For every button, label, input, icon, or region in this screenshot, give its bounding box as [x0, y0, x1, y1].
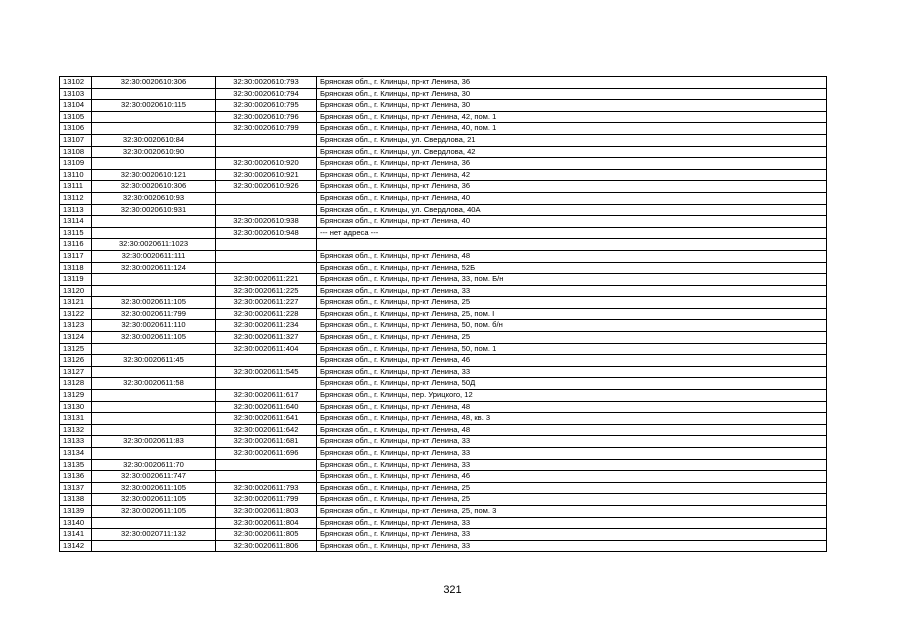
- building-cadastral-number-cell: 32:30:0020610:799: [216, 123, 317, 135]
- land-cadastral-number-cell: [92, 413, 216, 425]
- row-number-cell: 13112: [60, 192, 92, 204]
- table-row: [60, 274, 827, 286]
- table-row: [60, 123, 827, 135]
- land-cadastral-number-cell: 32:30:0020610:115: [92, 100, 216, 112]
- table-row: [60, 471, 827, 483]
- row-number-cell: 13107: [60, 134, 92, 146]
- building-cadastral-number-cell: 32:30:0020611:617: [216, 390, 317, 402]
- land-cadastral-number-cell: 32:30:0020611:799: [92, 308, 216, 320]
- table-row: [60, 459, 827, 471]
- address-cell: [317, 239, 827, 251]
- table-row: [60, 390, 827, 402]
- registry-table: [59, 76, 827, 552]
- land-cadastral-number-cell: [92, 274, 216, 286]
- building-cadastral-number-cell: 32:30:0020610:921: [216, 169, 317, 181]
- building-cadastral-number-cell: [216, 239, 317, 251]
- row-number-cell: 13137: [60, 482, 92, 494]
- land-cadastral-number-cell: [92, 123, 216, 135]
- row-number-cell: 13130: [60, 401, 92, 413]
- table-row: [60, 111, 827, 123]
- row-number-cell: 13138: [60, 494, 92, 506]
- building-cadastral-number-cell: 32:30:0020611:227: [216, 297, 317, 309]
- land-cadastral-number-cell: 32:30:0020611:70: [92, 459, 216, 471]
- address-cell: Брянская обл., г. Клинцы, пр-кт Ленина, 25: [317, 332, 827, 344]
- address-cell: Брянская обл., г. Клинцы, пр-кт Ленина, 25: [317, 297, 827, 309]
- table-row: [60, 262, 827, 274]
- row-number-cell: 13139: [60, 505, 92, 517]
- building-cadastral-number-cell: 32:30:0020610:926: [216, 181, 317, 193]
- table-row: [60, 366, 827, 378]
- address-cell: Брянская обл., г. Клинцы, ул. Свердлова, 21: [317, 134, 827, 146]
- land-cadastral-number-cell: 32:30:0020611:105: [92, 332, 216, 344]
- table-row: [60, 77, 827, 89]
- building-cadastral-number-cell: 32:30:0020611:640: [216, 401, 317, 413]
- land-cadastral-number-cell: 32:30:0020610:84: [92, 134, 216, 146]
- building-cadastral-number-cell: 32:30:0020610:920: [216, 158, 317, 170]
- row-number-cell: 13121: [60, 297, 92, 309]
- address-cell: Брянская обл., г. Клинцы, пр-кт Ленина, 36: [317, 158, 827, 170]
- table-row: [60, 448, 827, 460]
- land-cadastral-number-cell: [92, 158, 216, 170]
- row-number-cell: 13114: [60, 216, 92, 228]
- table-row: [60, 239, 827, 251]
- address-cell: Брянская обл., г. Клинцы, пр-кт Ленина, 33: [317, 448, 827, 460]
- row-number-cell: 13136: [60, 471, 92, 483]
- row-number-cell: 13128: [60, 378, 92, 390]
- table-row: [60, 529, 827, 541]
- table-row: [60, 146, 827, 158]
- row-number-cell: 13104: [60, 100, 92, 112]
- table-row: [60, 100, 827, 112]
- land-cadastral-number-cell: [92, 285, 216, 297]
- address-cell: Брянская обл., г. Клинцы, ул. Свердлова, 40А: [317, 204, 827, 216]
- address-cell: Брянская обл., г. Клинцы, пр-кт Ленина, 46: [317, 355, 827, 367]
- row-number-cell: 13120: [60, 285, 92, 297]
- address-cell: Брянская обл., г. Клинцы, пр-кт Ленина, 36: [317, 77, 827, 89]
- row-number-cell: 13133: [60, 436, 92, 448]
- building-cadastral-number-cell: [216, 378, 317, 390]
- building-cadastral-number-cell: 32:30:0020610:794: [216, 88, 317, 100]
- land-cadastral-number-cell: 32:30:0020611:58: [92, 378, 216, 390]
- land-cadastral-number-cell: 32:30:0020611:1023: [92, 239, 216, 251]
- building-cadastral-number-cell: 32:30:0020611:696: [216, 448, 317, 460]
- address-cell: Брянская обл., г. Клинцы, пр-кт Ленина, 33: [317, 459, 827, 471]
- table-row: [60, 378, 827, 390]
- table-row: [60, 424, 827, 436]
- land-cadastral-number-cell: [92, 424, 216, 436]
- building-cadastral-number-cell: [216, 250, 317, 262]
- row-number-cell: 13113: [60, 204, 92, 216]
- row-number-cell: 13105: [60, 111, 92, 123]
- row-number-cell: 13110: [60, 169, 92, 181]
- building-cadastral-number-cell: 32:30:0020610:948: [216, 227, 317, 239]
- table-row: [60, 192, 827, 204]
- address-cell: Брянская обл., г. Клинцы, пр-кт Ленина, 40, пом. 1: [317, 123, 827, 135]
- table-row: [60, 505, 827, 517]
- building-cadastral-number-cell: [216, 134, 317, 146]
- row-number-cell: 13116: [60, 239, 92, 251]
- land-cadastral-number-cell: 32:30:0020611:747: [92, 471, 216, 483]
- address-cell: Брянская обл., г. Клинцы, пр-кт Ленина, 46: [317, 471, 827, 483]
- address-cell: Брянская обл., г. Клинцы, пр-кт Ленина, 48: [317, 250, 827, 262]
- land-cadastral-number-cell: 32:30:0020611:105: [92, 482, 216, 494]
- row-number-cell: 13134: [60, 448, 92, 460]
- row-number-cell: 13124: [60, 332, 92, 344]
- building-cadastral-number-cell: [216, 471, 317, 483]
- building-cadastral-number-cell: 32:30:0020610:795: [216, 100, 317, 112]
- building-cadastral-number-cell: 32:30:0020611:221: [216, 274, 317, 286]
- table-row: [60, 540, 827, 552]
- row-number-cell: 13122: [60, 308, 92, 320]
- land-cadastral-number-cell: 32:30:0020610:306: [92, 181, 216, 193]
- land-cadastral-number-cell: [92, 390, 216, 402]
- address-cell: Брянская обл., г. Клинцы, пр-кт Ленина, 33: [317, 436, 827, 448]
- building-cadastral-number-cell: [216, 146, 317, 158]
- row-number-cell: 13119: [60, 274, 92, 286]
- address-cell: Брянская обл., г. Клинцы, пр-кт Ленина, 33: [317, 540, 827, 552]
- table-row: [60, 169, 827, 181]
- land-cadastral-number-cell: 32:30:0020610:93: [92, 192, 216, 204]
- address-cell: Брянская обл., г. Клинцы, пр-кт Ленина, 50, пом. б/н: [317, 320, 827, 332]
- table-row: [60, 436, 827, 448]
- building-cadastral-number-cell: 32:30:0020611:805: [216, 529, 317, 541]
- row-number-cell: 13132: [60, 424, 92, 436]
- table-row: [60, 227, 827, 239]
- building-cadastral-number-cell: 32:30:0020611:545: [216, 366, 317, 378]
- table-row: [60, 204, 827, 216]
- table-row: [60, 134, 827, 146]
- land-cadastral-number-cell: [92, 448, 216, 460]
- table-row: [60, 158, 827, 170]
- land-cadastral-number-cell: [92, 540, 216, 552]
- building-cadastral-number-cell: 32:30:0020611:404: [216, 343, 317, 355]
- table-row: [60, 482, 827, 494]
- address-cell: Брянская обл., г. Клинцы, пр-кт Ленина, 52Б: [317, 262, 827, 274]
- row-number-cell: 13126: [60, 355, 92, 367]
- address-cell: Брянская обл., г. Клинцы, ул. Свердлова, 42: [317, 146, 827, 158]
- address-cell: --- нет адреса ---: [317, 227, 827, 239]
- land-cadastral-number-cell: [92, 111, 216, 123]
- table-row: [60, 494, 827, 506]
- building-cadastral-number-cell: [216, 204, 317, 216]
- address-cell: Брянская обл., г. Клинцы, пр-кт Ленина, 25, пом. 3: [317, 505, 827, 517]
- row-number-cell: 13127: [60, 366, 92, 378]
- building-cadastral-number-cell: 32:30:0020611:799: [216, 494, 317, 506]
- land-cadastral-number-cell: [92, 401, 216, 413]
- building-cadastral-number-cell: 32:30:0020611:234: [216, 320, 317, 332]
- row-number-cell: 13140: [60, 517, 92, 529]
- land-cadastral-number-cell: 32:30:0020611:45: [92, 355, 216, 367]
- land-cadastral-number-cell: 32:30:0020610:90: [92, 146, 216, 158]
- table-row: [60, 88, 827, 100]
- row-number-cell: 13102: [60, 77, 92, 89]
- address-cell: Брянская обл., г. Клинцы, пр-кт Ленина, 48, кв. 3: [317, 413, 827, 425]
- building-cadastral-number-cell: 32:30:0020611:803: [216, 505, 317, 517]
- address-cell: Брянская обл., г. Клинцы, пр-кт Ленина, 30: [317, 88, 827, 100]
- land-cadastral-number-cell: 32:30:0020611:83: [92, 436, 216, 448]
- table-row: [60, 343, 827, 355]
- row-number-cell: 13111: [60, 181, 92, 193]
- building-cadastral-number-cell: 32:30:0020611:793: [216, 482, 317, 494]
- building-cadastral-number-cell: 32:30:0020611:642: [216, 424, 317, 436]
- address-cell: Брянская обл., г. Клинцы, пер. Урицкого, 12: [317, 390, 827, 402]
- land-cadastral-number-cell: [92, 227, 216, 239]
- address-cell: Брянская обл., г. Клинцы, пр-кт Ленина, 42: [317, 169, 827, 181]
- address-cell: Брянская обл., г. Клинцы, пр-кт Ленина, 33: [317, 517, 827, 529]
- registry-table-body: [60, 77, 827, 552]
- table-row: [60, 216, 827, 228]
- address-cell: Брянская обл., г. Клинцы, пр-кт Ленина, 50, пом. 1: [317, 343, 827, 355]
- building-cadastral-number-cell: 32:30:0020611:225: [216, 285, 317, 297]
- building-cadastral-number-cell: 32:30:0020611:641: [216, 413, 317, 425]
- table-row: [60, 181, 827, 193]
- land-cadastral-number-cell: 32:30:0020611:105: [92, 505, 216, 517]
- row-number-cell: 13115: [60, 227, 92, 239]
- row-number-cell: 13118: [60, 262, 92, 274]
- table-row: [60, 250, 827, 262]
- row-number-cell: 13109: [60, 158, 92, 170]
- address-cell: Брянская обл., г. Клинцы, пр-кт Ленина, 30: [317, 100, 827, 112]
- address-cell: Брянская обл., г. Клинцы, пр-кт Ленина, 25: [317, 494, 827, 506]
- land-cadastral-number-cell: 32:30:0020610:306: [92, 77, 216, 89]
- building-cadastral-number-cell: [216, 459, 317, 471]
- table-row: [60, 332, 827, 344]
- row-number-cell: 13142: [60, 540, 92, 552]
- table-row: [60, 355, 827, 367]
- address-cell: Брянская обл., г. Клинцы, пр-кт Ленина, 40: [317, 192, 827, 204]
- table-row: [60, 401, 827, 413]
- address-cell: Брянская обл., г. Клинцы, пр-кт Ленина, 33: [317, 529, 827, 541]
- row-number-cell: 13135: [60, 459, 92, 471]
- address-cell: Брянская обл., г. Клинцы, пр-кт Ленина, 36: [317, 181, 827, 193]
- table-row: [60, 320, 827, 332]
- land-cadastral-number-cell: [92, 216, 216, 228]
- address-cell: Брянская обл., г. Клинцы, пр-кт Ленина, 40: [317, 216, 827, 228]
- address-cell: Брянская обл., г. Клинцы, пр-кт Ленина, 33: [317, 285, 827, 297]
- land-cadastral-number-cell: 32:30:0020611:111: [92, 250, 216, 262]
- address-cell: Брянская обл., г. Клинцы, пр-кт Ленина, 48: [317, 401, 827, 413]
- table-row: [60, 517, 827, 529]
- row-number-cell: 13125: [60, 343, 92, 355]
- land-cadastral-number-cell: [92, 88, 216, 100]
- land-cadastral-number-cell: 32:30:0020611:110: [92, 320, 216, 332]
- land-cadastral-number-cell: 32:30:0020611:124: [92, 262, 216, 274]
- building-cadastral-number-cell: [216, 355, 317, 367]
- building-cadastral-number-cell: 32:30:0020611:681: [216, 436, 317, 448]
- land-cadastral-number-cell: 32:30:0020711:132: [92, 529, 216, 541]
- address-cell: Брянская обл., г. Клинцы, пр-кт Ленина, 33: [317, 366, 827, 378]
- building-cadastral-number-cell: 32:30:0020611:327: [216, 332, 317, 344]
- building-cadastral-number-cell: 32:30:0020611:228: [216, 308, 317, 320]
- row-number-cell: 13106: [60, 123, 92, 135]
- address-cell: Брянская обл., г. Клинцы, пр-кт Ленина, 42, пом. 1: [317, 111, 827, 123]
- building-cadastral-number-cell: 32:30:0020610:938: [216, 216, 317, 228]
- address-cell: Брянская обл., г. Клинцы, пр-кт Ленина, 25: [317, 482, 827, 494]
- land-cadastral-number-cell: 32:30:0020610:931: [92, 204, 216, 216]
- building-cadastral-number-cell: [216, 192, 317, 204]
- row-number-cell: 13123: [60, 320, 92, 332]
- address-cell: Брянская обл., г. Клинцы, пр-кт Ленина, 33, пом. Б/н: [317, 274, 827, 286]
- row-number-cell: 13103: [60, 88, 92, 100]
- table-row: [60, 308, 827, 320]
- building-cadastral-number-cell: 32:30:0020611:806: [216, 540, 317, 552]
- table-row: [60, 285, 827, 297]
- address-cell: Брянская обл., г. Клинцы, пр-кт Ленина, 25, пом. I: [317, 308, 827, 320]
- row-number-cell: 13129: [60, 390, 92, 402]
- building-cadastral-number-cell: 32:30:0020611:804: [216, 517, 317, 529]
- building-cadastral-number-cell: 32:30:0020610:796: [216, 111, 317, 123]
- land-cadastral-number-cell: 32:30:0020610:121: [92, 169, 216, 181]
- row-number-cell: 13108: [60, 146, 92, 158]
- row-number-cell: 13141: [60, 529, 92, 541]
- page-number: 321: [443, 584, 462, 596]
- table-row: [60, 413, 827, 425]
- address-cell: Брянская обл., г. Клинцы, пр-кт Ленина, 50Д: [317, 378, 827, 390]
- building-cadastral-number-cell: 32:30:0020610:793: [216, 77, 317, 89]
- address-cell: Брянская обл., г. Клинцы, пр-кт Ленина, 48: [317, 424, 827, 436]
- table-row: [60, 297, 827, 309]
- building-cadastral-number-cell: [216, 262, 317, 274]
- row-number-cell: 13131: [60, 413, 92, 425]
- land-cadastral-number-cell: 32:30:0020611:105: [92, 494, 216, 506]
- land-cadastral-number-cell: [92, 343, 216, 355]
- row-number-cell: 13117: [60, 250, 92, 262]
- land-cadastral-number-cell: 32:30:0020611:105: [92, 297, 216, 309]
- land-cadastral-number-cell: [92, 517, 216, 529]
- land-cadastral-number-cell: [92, 366, 216, 378]
